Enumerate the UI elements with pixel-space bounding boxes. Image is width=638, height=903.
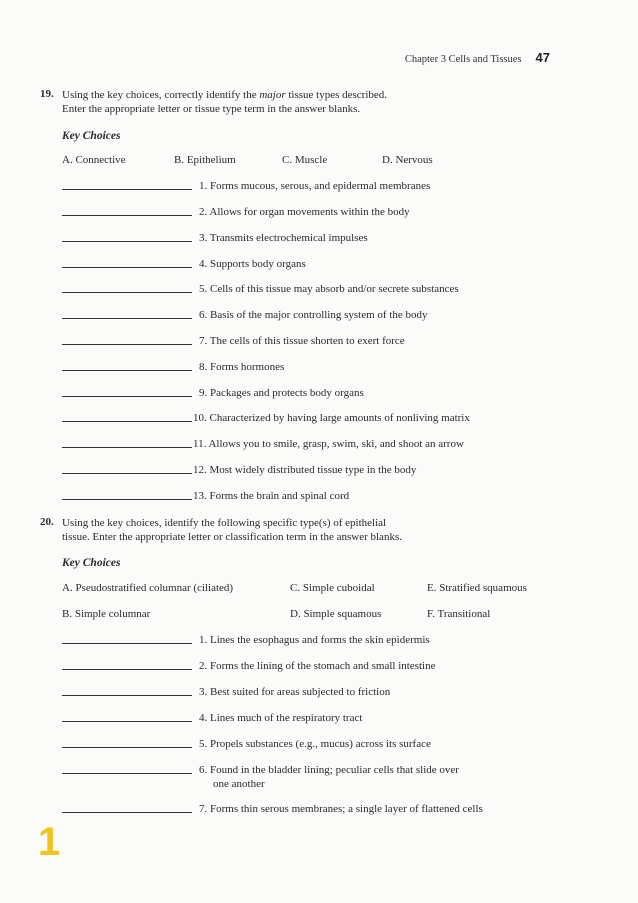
q20-item-7: 7. Forms thin serous membranes; a single layer of flattened cells	[199, 803, 483, 815]
q20-choice-d: D. Simple squamous	[290, 608, 382, 620]
answer-blank[interactable]	[62, 267, 192, 268]
q19-item-7: 7. The cells of this tissue shorten to exert force	[199, 335, 405, 347]
q19-item-4: 4. Supports body organs	[199, 258, 306, 270]
answer-blank[interactable]	[62, 292, 192, 293]
q19-row-5	[62, 282, 582, 298]
answer-blank[interactable]	[62, 473, 192, 474]
question-19-prompt	[62, 88, 522, 116]
q19-row-2	[62, 205, 582, 221]
answer-blank[interactable]	[62, 721, 192, 722]
q20-item-2: 2. Forms the lining of the stomach and small intestine	[199, 660, 436, 672]
q19-item-1: 1. Forms mucous, serous, and epidermal membranes	[199, 180, 431, 192]
q20-item-1: 1. Lines the esophagus and forms the skin epidermis	[199, 634, 430, 646]
q19-row-9	[62, 386, 582, 402]
answer-blank[interactable]	[62, 370, 192, 371]
corner-page-mark: 1	[38, 820, 61, 864]
answer-blank[interactable]	[62, 189, 192, 190]
answer-blank[interactable]	[62, 421, 192, 422]
q19-row-10	[62, 411, 582, 427]
q20-item-6-text: 6. Found in the bladder lining; peculiar cells that slide over	[199, 764, 459, 776]
q20-row-4	[62, 711, 582, 727]
q19-item-6: 6. Basis of the major controlling system of the body	[199, 309, 428, 321]
question-20-prompt	[62, 516, 522, 544]
answer-blank[interactable]	[62, 747, 192, 748]
q19-choice-d: D. Nervous	[382, 154, 433, 166]
answer-blank[interactable]	[62, 499, 192, 500]
q19-item-13: 13. Forms the brain and spinal cord	[193, 490, 350, 502]
q19-item-12: 12. Most widely distributed tissue type in the body	[193, 464, 417, 476]
q19-row-8	[62, 360, 582, 376]
q19-row-1	[62, 179, 582, 195]
q19-item-9: 9. Packages and protects body organs	[199, 387, 364, 399]
answer-blank[interactable]	[62, 812, 192, 813]
page-number: 47	[535, 50, 550, 65]
q20-row-1	[62, 633, 582, 649]
q20-line1: Using the key choices, identify the following specific type(s) of epithelial	[62, 517, 387, 529]
q19-choice-a: A. Connective	[62, 154, 126, 166]
q20-row-6	[62, 763, 582, 793]
answer-blank[interactable]	[62, 447, 192, 448]
page-header	[405, 50, 550, 65]
q19-row-4	[62, 257, 582, 273]
q20-choice-e: E. Stratified squamous	[427, 582, 527, 594]
q20-row-7	[62, 802, 582, 818]
q20-item-4: 4. Lines much of the respiratory tract	[199, 712, 363, 724]
q20-item-5: 5. Propels substances (e.g., mucus) across its surface	[199, 738, 431, 750]
q20-choice-a: A. Pseudostratified columnar (ciliated)	[62, 582, 234, 594]
question-20-number: 20.	[40, 516, 54, 528]
answer-blank[interactable]	[62, 241, 192, 242]
answer-blank[interactable]	[62, 396, 192, 397]
chapter-title: Chapter 3 Cells and Tissues	[404, 54, 522, 65]
q20-line2: tissue. Enter the appropriate letter or classification term in the answer blanks.	[62, 531, 402, 543]
question-19-number: 19.	[40, 88, 54, 100]
q20-choice-f: F. Transitional	[427, 608, 491, 620]
q19-line1-em: major	[259, 89, 286, 101]
q20-row-2	[62, 659, 582, 675]
q19-row-6	[62, 308, 582, 324]
q19-row-7	[62, 334, 582, 350]
answer-blank[interactable]	[62, 773, 192, 774]
q19-row-11	[62, 437, 582, 453]
q20-row-3	[62, 685, 582, 701]
q19-item-10: 10. Characterized by having large amounts of nonliving matrix	[193, 412, 470, 424]
answer-blank[interactable]	[62, 215, 192, 216]
q19-item-5: 5. Cells of this tissue may absorb and/or secrete substances	[199, 283, 459, 295]
q19-line1-post: tissue types described.	[285, 89, 388, 101]
q19-choice-b: B. Epithelium	[174, 154, 236, 166]
q20-choice-b: B. Simple columnar	[62, 608, 151, 620]
q19-line2: Enter the appropriate letter or tissue type term in the answer blanks.	[62, 103, 361, 115]
q20-choice-c: C. Simple cuboidal	[290, 582, 375, 594]
answer-blank[interactable]	[62, 695, 192, 696]
q19-item-8: 8. Forms hormones	[199, 361, 285, 373]
q19-row-3	[62, 231, 582, 247]
answer-blank[interactable]	[62, 669, 192, 670]
q19-row-13	[62, 489, 582, 505]
q19-item-11: 11. Allows you to smile, grasp, swim, ski, and shoot an arrow	[193, 438, 464, 450]
q19-item-3: 3. Transmits electrochemical impulses	[199, 232, 368, 244]
answer-blank[interactable]	[62, 344, 192, 345]
q20-item-3: 3. Best suited for areas subjected to friction	[199, 686, 391, 698]
q20-item-6-continuation: one another	[213, 778, 265, 790]
q20-row-5	[62, 737, 582, 753]
q19-item-2: 2. Allows for organ movements within the body	[199, 206, 410, 218]
q19-row-12	[62, 463, 582, 479]
q20-item-6	[199, 763, 459, 791]
answer-blank[interactable]	[62, 318, 192, 319]
answer-blank[interactable]	[62, 643, 192, 644]
q19-line1-pre: Using the key choices, correctly identify the	[62, 89, 260, 101]
q19-key-choices-title: Key Choices	[62, 130, 121, 142]
q19-choice-c: C. Muscle	[282, 154, 328, 166]
q20-key-choices-title: Key Choices	[62, 557, 121, 569]
